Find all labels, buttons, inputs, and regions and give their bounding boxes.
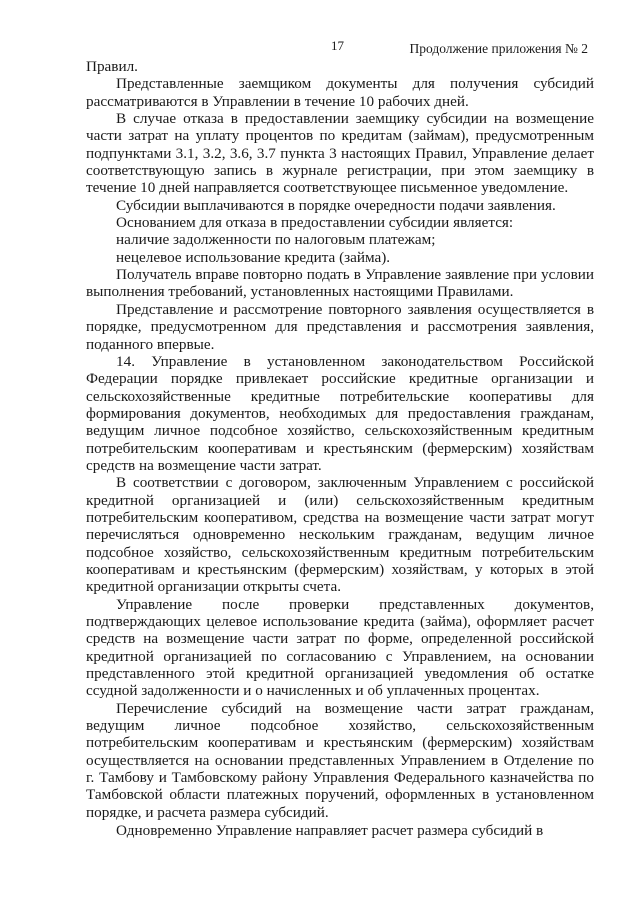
paragraph-refusal-case: В случае отказа в предоставлении заемщику субсидии на возмещение части затрат на уплату процентов по кредитам (займам), предусмотренным подпунктами 3.1, 3.2, 3.6, 3.7 пункта 3 настоящих Правил, Управление делает соответствующую запись в журнале регистрации, при этом заемщику в течение 10 дней направляется соответствующее письменное уведомление. bbox=[86, 110, 594, 197]
paragraph-section-14: 14. Управление в установленном законодательством Российской Федерации порядке привлекает российские кредитные организации и сельскохозяйственные кредитные потребительские кооперативы для формирования документов, необходимых для предоставления гражданам, ведущим личное подсобное хозяйство, сельскохозяйственным кредитным потребительским кооперативам и крестьянским (фермерским) хозяйствам средств на возмещение части затрат. bbox=[86, 352, 594, 474]
paragraph-tax-debt: наличие задолженности по налоговым платежам; bbox=[116, 231, 436, 249]
paragraph-rules-end: Правил. bbox=[86, 58, 138, 75]
paragraph-calculation: Управление после проверки представленных документов, подтверждающих целевое использование кредита (займа), оформляет расчет средств на возмещение части затрат по форме, определенной российской кредитной организацией по согласованию с Управлением, на основании представленного этой кредитной организацией уведомления об остатке ссудной задолженности и о начисленных и об уплаченных процентах. bbox=[86, 595, 594, 700]
paragraph-contract-transfer: В соответствии с договором, заключенным Управлением с российской кредитной организацией и (или) сельскохозяйственным кредитным потребительским кооперативом, средства на возмещение части затрат могут перечисляться одновременно нескольким гражданам, ведущим личное подсобное хозяйство, сельскохозяйственным кредитным потребительским кооперативам и крестьянским (фермерским) хозяйствам, у которых в этой кредитной организации открыты счета. bbox=[86, 474, 594, 596]
paragraph-misuse: нецелевое использование кредита (займа). bbox=[116, 248, 391, 266]
page-number: 17 bbox=[331, 38, 344, 53]
paragraph-refusal-grounds: Основанием для отказа в предоставлении субсидии является: bbox=[116, 214, 514, 232]
paragraph-resubmission: Получатель вправе повторно подать в Управление заявление при условии выполнения требований, установленных настоящими Правилами. bbox=[86, 266, 594, 301]
paragraph-simultaneous-send: Одновременно Управление направляет расчет размера субсидий в bbox=[116, 822, 544, 840]
paragraph-resubmission-review: Представление и рассмотрение повторного заявления осуществляется в порядке, предусмотренном для представления и рассмотрения заявления, поданного впервые. bbox=[86, 300, 594, 353]
paragraph-subsidy-transfer: Перечисление субсидий на возмещение части затрат гражданам, ведущим личное подсобное хозяйство, сельскохозяйственным потребительским кооперативам и крестьянским (фермерским) хозяйствам осуществляется на основании представленных Управлением в Отделение по г. Тамбову и Тамбовскому району Управления Федерального казначейства по Тамбовской области платежных поручений, оформленных в установленном порядке, и расчета размера субсидий. bbox=[86, 699, 594, 821]
paragraph-review-period: Представленные заемщиком документы для получения субсидий рассматриваются в Управлении в течение 10 рабочих дней. bbox=[86, 75, 594, 110]
paragraph-payment-order: Субсидии выплачиваются в порядке очередности подачи заявления. bbox=[116, 196, 556, 214]
document-body bbox=[86, 58, 594, 839]
appendix-continuation-label: Продолжение приложения № 2 bbox=[409, 41, 588, 56]
